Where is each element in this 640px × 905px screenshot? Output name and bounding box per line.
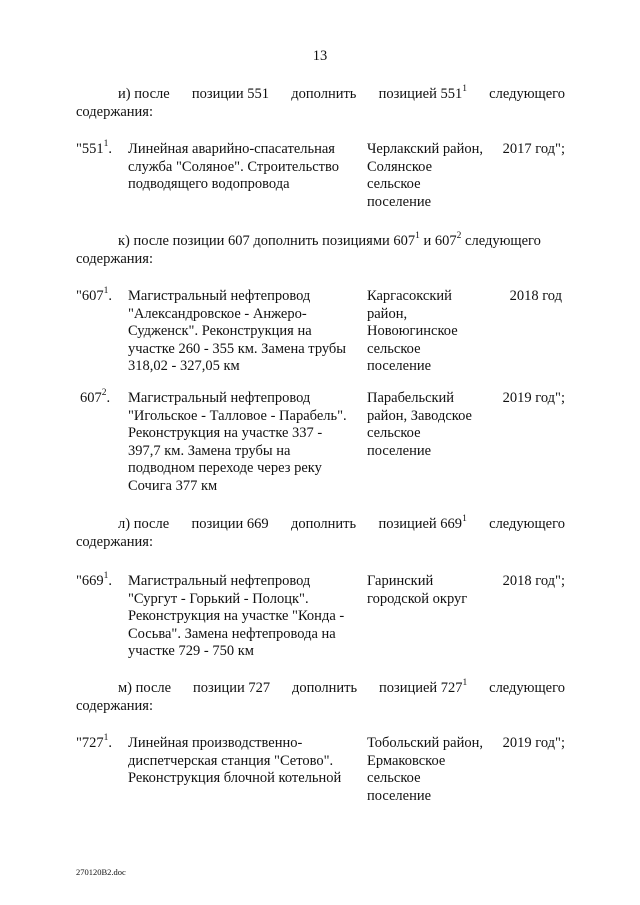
entry-description: Линейная аварийно-спасательная служба "Соляное". Строительство подводящего водопровода [128,141,339,193]
para-k-line1: к) после позиции 607 дополнить позициями $607^1$ и $607^2$ следующего [118,231,541,249]
para-m-word-2: позиции 727 [192,680,271,696]
para-m-line2: содержания: [76,697,154,714]
entry-number: "$607^1$. [76,286,113,304]
para-l-word-2: позиции 669 [191,516,269,532]
entry-year: 2018 год"; [502,573,565,589]
entry-location: Гаринский городской округ [367,573,468,607]
entry-description: Магистральный нефтепровод "Александровское - Анжеро- Судженск". Реконструкция на участке 260 - 355 км. Замена трубы 318,02 - 327,05 км [128,288,347,375]
entry-location: Тобольский район, Ермаковское сельское поселение [367,735,484,804]
paragraph-k [76,233,565,268]
entry-location: Каргасокский район, Новоюгинское сельское поселение [367,288,458,375]
entry-number: $607^2$. [80,388,111,406]
paragraph-i [76,86,565,121]
page-number: 13 [312,48,328,64]
para-l-word-5: следующего [489,516,565,532]
entry-number: "$669^1$. [76,571,113,589]
para-l-line2: содержания: [76,533,154,550]
entry-location: Парабельский район, Заводское сельское поселение [367,390,472,459]
para-i-word-1: и) после [118,86,170,102]
para-m-word-5: следующего [489,680,565,696]
entry-description: Линейная производственно- диспетчерская станция "Сетово". Реконструкция блочной котельной [128,735,342,787]
entry-year: 2017 год"; [502,141,565,157]
para-m-word-4: позицией $727^1$ [378,678,468,696]
para-m-word-1: м) после [118,680,172,696]
paragraph-m [76,680,565,715]
para-i-line2: содержания: [76,103,154,120]
paragraph-l [76,516,565,551]
para-m-word-3: дополнить [291,680,358,696]
para-k-line2: содержания: [76,250,154,267]
para-i-word-5: следующего [489,86,565,102]
entry-description: Магистральный нефтепровод "Игольское - Талловое - Парабель". Реконструкция на участке 337 - 397,7 км. Замена трубы на подводном переходе через реку Сочига 377 км [128,390,347,494]
entry-year: 2019 год"; [502,735,565,751]
para-l-word-1: л) после [118,516,170,532]
entry-location: Черлакский район, Солянское сельское поселение [367,141,483,210]
footer-filename: 270120B2.doc [76,867,126,877]
para-i-word-2: позиции 551 [191,86,270,102]
para-i-word-3: дополнить [291,86,357,102]
entry-number: "$551^1$. [76,139,113,157]
entry-description: Магистральный нефтепровод "Сургут - Горький - Полоцк". Реконструкция на участке "Конда - Сосьва". Замена нефтепровода на участке 729 - 750 км [128,573,345,660]
para-i-word-4: позицией $551^1$ [378,84,467,102]
entry-number: "$727^1$. [76,733,113,751]
entry-year: 2019 год"; [502,390,565,406]
para-l-word-4: позицией $669^1$ [378,514,467,532]
entry-year: 2018 год [509,288,562,304]
para-l-word-3: дополнить [290,516,357,532]
